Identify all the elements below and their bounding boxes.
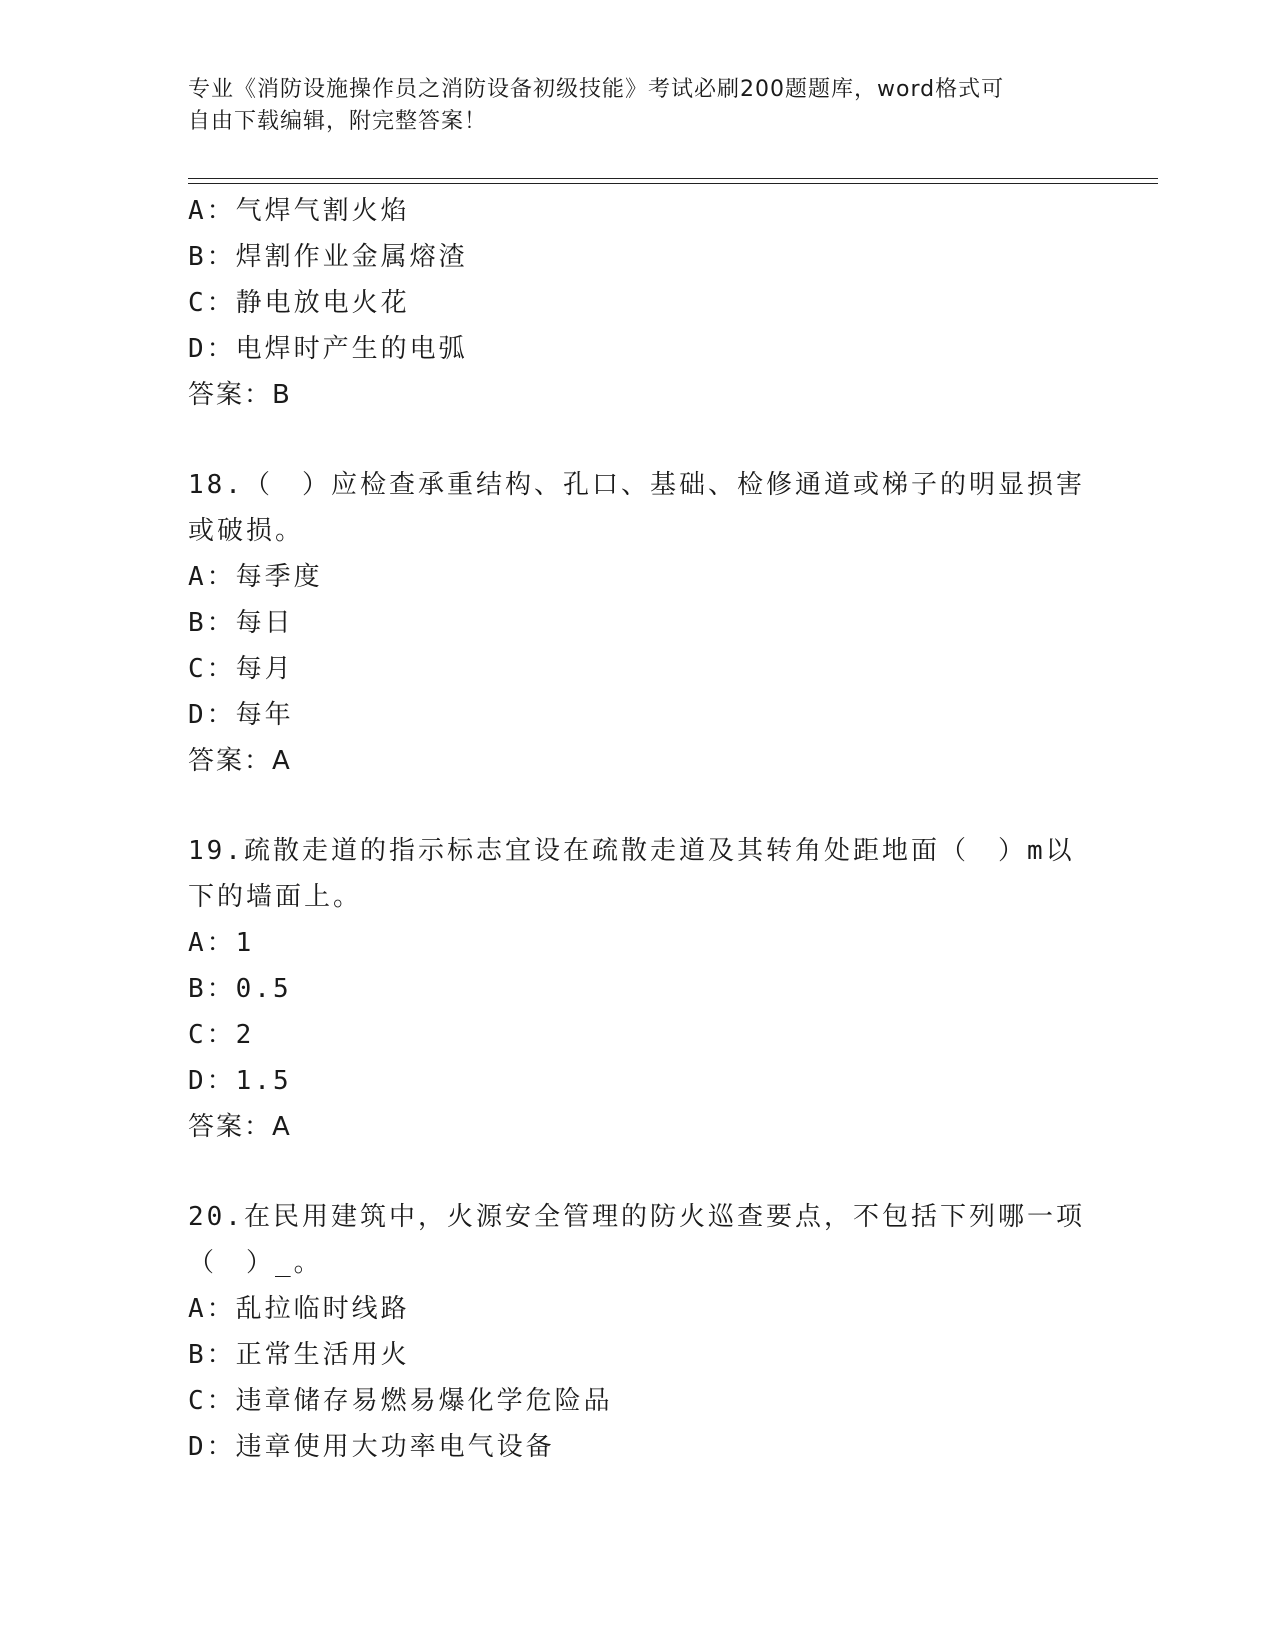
header-divider-bottom bbox=[188, 183, 1158, 184]
header-divider-top bbox=[188, 178, 1158, 179]
question-stem-continued: 或破损。 bbox=[188, 516, 305, 546]
question-19-block bbox=[188, 828, 1088, 1150]
option-b: B：焊割作业金属熔渣 bbox=[188, 242, 468, 272]
header-line-2: 自由下载编辑，附完整答案！ bbox=[188, 109, 488, 134]
question-18-block bbox=[188, 462, 1088, 784]
header-line-1: 专业《消防设施操作员之消防设备初级技能》考试必刷200题题库，word格式可 bbox=[188, 77, 1005, 102]
question-stem: 19.疏散走道的指示标志宜设在疏散走道及其转角处距地面（ ）m以 bbox=[188, 836, 1075, 866]
question-stem-continued: （ ）_。 bbox=[188, 1248, 323, 1278]
option-d: D：违章使用大功率电气设备 bbox=[188, 1432, 555, 1462]
option-a: A：每季度 bbox=[188, 562, 323, 592]
answer-label: 答案：A bbox=[188, 746, 292, 776]
option-d: D：电焊时产生的电弧 bbox=[188, 334, 468, 364]
option-c: C：静电放电火花 bbox=[188, 288, 410, 318]
option-a: A：1 bbox=[188, 928, 255, 958]
question-stem-continued: 下的墙面上。 bbox=[188, 882, 363, 912]
option-b: B：0.5 bbox=[188, 974, 292, 1004]
option-c: C：违章储存易燃易爆化学危险品 bbox=[188, 1386, 613, 1416]
option-d: D：每年 bbox=[188, 700, 294, 730]
question-stem: 18.（ ）应检查承重结构、孔口、基础、检修通道或梯子的明显损害 bbox=[188, 470, 1085, 500]
question-20-block bbox=[188, 1194, 1088, 1470]
question-stem: 20.在民用建筑中，火源安全管理的防火巡查要点，不包括下列哪一项 bbox=[188, 1202, 1085, 1232]
option-a: A：乱拉临时线路 bbox=[188, 1294, 410, 1324]
document-header bbox=[188, 74, 1088, 138]
option-b: B：每日 bbox=[188, 608, 294, 638]
answer-label: 答案：B bbox=[188, 380, 292, 410]
option-b: B：正常生活用火 bbox=[188, 1340, 410, 1370]
option-d: D：1.5 bbox=[188, 1066, 292, 1096]
option-a: A：气焊气割火焰 bbox=[188, 196, 410, 226]
option-c: C：每月 bbox=[188, 654, 294, 684]
question-17-block bbox=[188, 188, 1088, 418]
option-c: C：2 bbox=[188, 1020, 255, 1050]
answer-label: 答案：A bbox=[188, 1112, 292, 1142]
question-content bbox=[188, 188, 1088, 1470]
